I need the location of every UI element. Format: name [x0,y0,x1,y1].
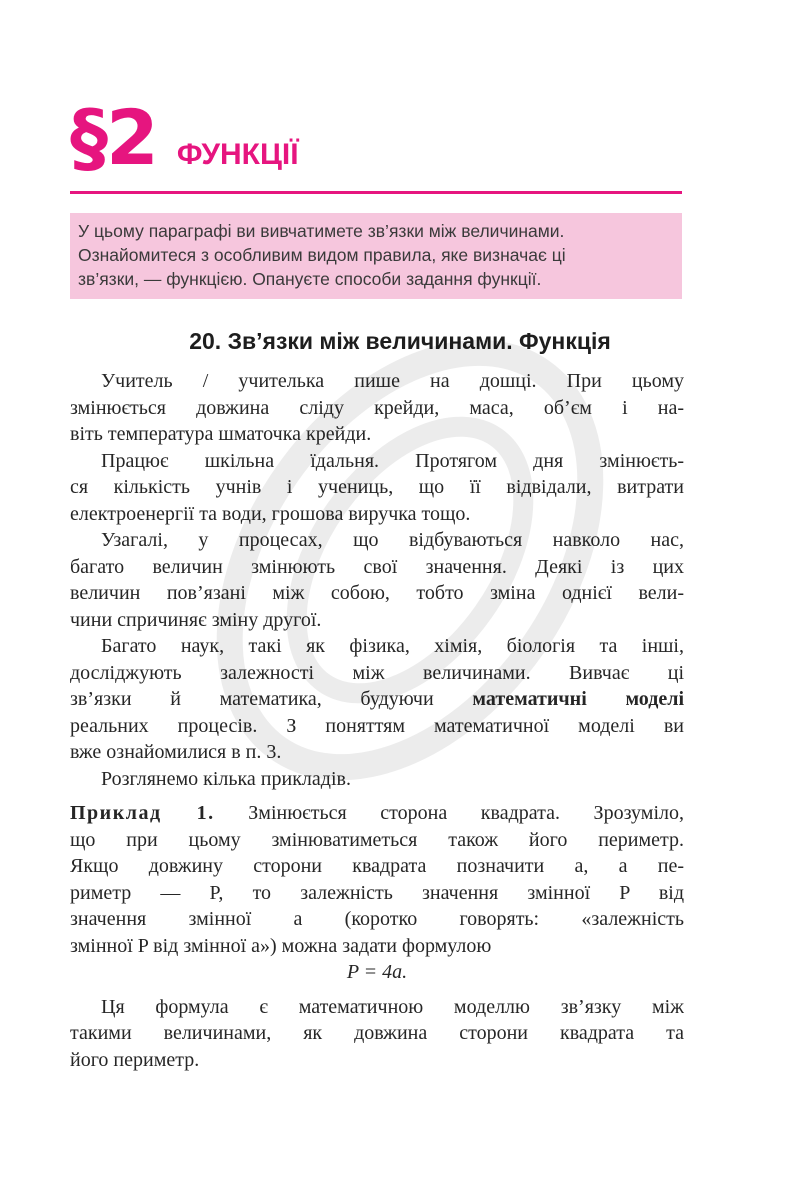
intro-line: У цьому параграфі ви вивчатимете зв’язки між величинами. [78,221,565,241]
text-line: зв’язки й математика, будуючи математичні моделі [70,688,685,710]
text-line: вже ознайомилися в п. 3. [70,741,282,763]
text-line: змінної P від змінної a») можна задати формулою [70,934,492,957]
section-title: ФУНКЦІЇ [176,138,299,171]
text-line: величин пов’язані між собою, тобто зміна однієї вели- [70,582,684,604]
intro-line: Ознайомитеся з особливим видом правила, яке визначає ці [78,245,566,265]
text-line: Розглянемо кілька прикладів. [101,767,351,790]
text-line: змінюється довжина сліду крейди, маса, об’єм і на- [70,396,684,419]
text-line: Приклад 1. Змінюється сторона квадрата. Зрозуміло, [70,802,684,824]
bold-term: математичні моделі [472,688,685,710]
text-line: Працює шкільна їдальня. Протягом дня змінюєть- [101,449,684,472]
section-header [70,93,299,182]
formula: P = 4a. [346,961,408,983]
text-line: риметр — P, то залежність значення змінної P від [70,881,684,904]
intro-box [70,213,682,299]
text-line: значення змінної a (коротко говорять: «залежність [70,908,684,930]
text-line: такими величинами, як довжина сторони квадрата та [70,1022,684,1044]
lesson-body [70,368,684,1073]
text-line: ся кількість учнів і учениць, що її відвідали, витрати [70,476,684,498]
text-line: досліджують залежності між величинами. Вивчає ці [70,661,684,684]
text-line: Узагалі, у процесах, що відбуваються навколо нас, [101,529,684,551]
text-line: чини спричиняє зміну другої. [70,608,322,631]
lesson-heading: 20. Зв’язки між величинами. Функція [189,328,611,354]
text-line: віть температура шматочка крейди. [70,423,372,445]
text-line: електроенергії та води, грошова виручка тощо. [70,502,471,525]
text-line: що при цьому змінюватиметься також його периметр. [70,828,684,851]
text-line: Багато наук, такі як фізика, хімія, біологія та інші, [101,635,684,657]
text-line: його периметр. [70,1048,200,1071]
text-line: багато величин змінюють свої значення. Деякі із цих [70,555,684,578]
intro-line: зв’язки, — функцією. Опануєте способи задання функції. [78,269,542,289]
example-label: Приклад 1. [70,802,215,824]
text-line: Ця формула є математичною моделлю зв’язку між [101,995,684,1018]
text-line: Учитель / учителька пише на дошці. При цьому [101,370,684,392]
text-line: реальних процесів. З поняттям математичної моделі ви [70,714,684,737]
section-number: §2 [70,93,157,182]
section-divider [70,191,682,194]
text-line: Якщо довжину сторони квадрата позначити a, а пе- [70,855,684,877]
